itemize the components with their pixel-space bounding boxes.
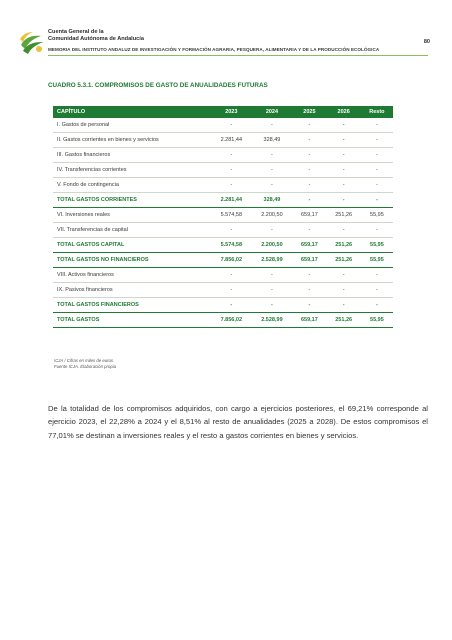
cell-value: - (252, 268, 293, 283)
cell-value: 7.856,02 (211, 253, 252, 268)
cell-value: - (211, 148, 252, 163)
cell-value: - (327, 298, 361, 313)
table-row (53, 193, 393, 208)
report-title: MEMORIA DEL INSTITUTO ANDALUZ DE INVESTIGACIÓN Y FORMACIÓN AGRARIA, PESQUERA, ALIMENTARIA Y DE LA PRODUCCIÓN ECOLÓGICA (48, 47, 380, 52)
commitments-table (53, 106, 393, 328)
row-label: II. Gastos corrientes en bienes y servicios (53, 133, 211, 148)
cell-value: 55,95 (361, 313, 393, 328)
cell-value: - (327, 163, 361, 178)
cell-value: 5.574,58 (211, 208, 252, 223)
cell-value: - (327, 178, 361, 193)
row-label: V. Fondo de contingencia (53, 178, 211, 193)
cell-value: - (361, 268, 393, 283)
cell-value: 251,26 (327, 208, 361, 223)
cell-value: - (327, 223, 361, 238)
organization-name (48, 29, 144, 43)
units-note: ICJA / Cifras en miles de euros. (54, 358, 115, 363)
table-row (53, 298, 393, 313)
column-header: 2025 (292, 106, 326, 118)
table-row (53, 163, 393, 178)
cell-value: - (327, 148, 361, 163)
cell-value: - (211, 298, 252, 313)
table-row (53, 268, 393, 283)
table-row (53, 178, 393, 193)
cell-value: - (361, 163, 393, 178)
cell-value: 659,17 (292, 238, 326, 253)
cell-value: - (361, 298, 393, 313)
cell-value: 2.281,44 (211, 193, 252, 208)
table-row (53, 283, 393, 298)
cell-value: - (361, 193, 393, 208)
cell-value: - (292, 163, 326, 178)
row-label: TOTAL GASTOS (53, 313, 211, 328)
cell-value: 659,17 (292, 208, 326, 223)
cell-value: 2.281,44 (211, 133, 252, 148)
column-header: CAPÍTULO (53, 106, 211, 118)
cell-value: - (327, 268, 361, 283)
table-row (53, 118, 393, 133)
cell-value: - (361, 148, 393, 163)
cell-value: 659,17 (292, 253, 326, 268)
cell-value: 5.574,58 (211, 238, 252, 253)
row-label: IX. Pasivos financieros (53, 283, 211, 298)
column-header: 2026 (327, 106, 361, 118)
cell-value: - (252, 298, 293, 313)
cell-value: - (292, 193, 326, 208)
cell-value: - (292, 268, 326, 283)
source-note: Fuente ICJA. Elaboración propia (54, 364, 117, 369)
row-label: VI. Inversiones reales (53, 208, 211, 223)
cell-value: - (361, 283, 393, 298)
cell-value: - (211, 268, 252, 283)
row-label: VII. Transferencias de capital (53, 223, 211, 238)
junta-andalucia-logo (19, 29, 45, 55)
table-header-row (53, 106, 393, 118)
column-header: 2024 (252, 106, 293, 118)
cell-value: - (327, 193, 361, 208)
cell-value: 2.200,50 (252, 238, 293, 253)
page-number: 80 (423, 39, 430, 45)
cell-value: 2.200,50 (252, 208, 293, 223)
org-line-2: Comunidad Autónoma de Andalucía (48, 36, 144, 42)
table-row (53, 223, 393, 238)
cell-value: - (327, 118, 361, 133)
cell-value: - (211, 223, 252, 238)
row-label: IV. Transferencias corrientes (53, 163, 211, 178)
cell-value: - (211, 163, 252, 178)
row-label: VIII. Activos financieros (53, 268, 211, 283)
cell-value: - (252, 118, 293, 133)
cell-value: 55,95 (361, 253, 393, 268)
cell-value: - (361, 178, 393, 193)
cell-value: - (292, 223, 326, 238)
cell-value: - (292, 178, 326, 193)
cell-value: - (361, 118, 393, 133)
cell-value: 2.528,99 (252, 313, 293, 328)
table-row (53, 148, 393, 163)
cell-value: 2.528,99 (252, 253, 293, 268)
table-row (53, 238, 393, 253)
row-label: TOTAL GASTOS CORRIENTES (53, 193, 211, 208)
cell-value: 55,95 (361, 208, 393, 223)
cell-value: - (292, 133, 326, 148)
cell-value: - (327, 133, 361, 148)
cell-value: 7.856,02 (211, 313, 252, 328)
cell-value: - (292, 118, 326, 133)
cell-value: - (211, 118, 252, 133)
row-label: III. Gastos financieros (53, 148, 211, 163)
row-label: TOTAL GASTOS FINANCIEROS (53, 298, 211, 313)
cell-value: 251,26 (327, 238, 361, 253)
cell-value: - (361, 133, 393, 148)
row-label: TOTAL GASTOS NO FINANCIEROS (53, 253, 211, 268)
cell-value: 328,49 (252, 193, 293, 208)
cell-value: 659,17 (292, 313, 326, 328)
cell-value: 251,26 (327, 253, 361, 268)
cell-value: - (252, 163, 293, 178)
org-line-1: Cuenta General de la (48, 29, 104, 35)
table-row (53, 313, 393, 328)
table-row (53, 208, 393, 223)
table-title: CUADRO 5.3.1. COMPROMISOS DE GASTO DE ANUALIDADES FUTURAS (48, 82, 268, 89)
cell-value: 328,49 (252, 133, 293, 148)
cell-value: - (292, 298, 326, 313)
body-paragraph: De la totalidad de los compromisos adquiridos, con cargo a ejercicios posteriores, el 69,21% corresponde al ejercicio 2023, el 22,28% a 2024 y el 8,51% al resto de anualidades (2025 a 2028). De estos compromisos el 77,01% se destinan a inversiones reales y el resto a gastos corrientes en bienes y servicios. (48, 404, 428, 440)
cell-value: - (292, 283, 326, 298)
table-row (53, 133, 393, 148)
cell-value: - (211, 178, 252, 193)
cell-value: 251,26 (327, 313, 361, 328)
cell-value: - (327, 283, 361, 298)
row-label: TOTAL GASTOS CAPITAL (53, 238, 211, 253)
table-row (53, 253, 393, 268)
cell-value: - (292, 148, 326, 163)
cell-value: - (252, 178, 293, 193)
row-label: I. Gastos de personal (53, 118, 211, 133)
cell-value: - (211, 283, 252, 298)
cell-value: - (252, 148, 293, 163)
cell-value: - (361, 223, 393, 238)
cell-value: - (252, 283, 293, 298)
column-header: Resto (361, 106, 393, 118)
cell-value: 55,95 (361, 238, 393, 253)
cell-value: - (252, 223, 293, 238)
header-divider (48, 55, 428, 56)
column-header: 2023 (211, 106, 252, 118)
